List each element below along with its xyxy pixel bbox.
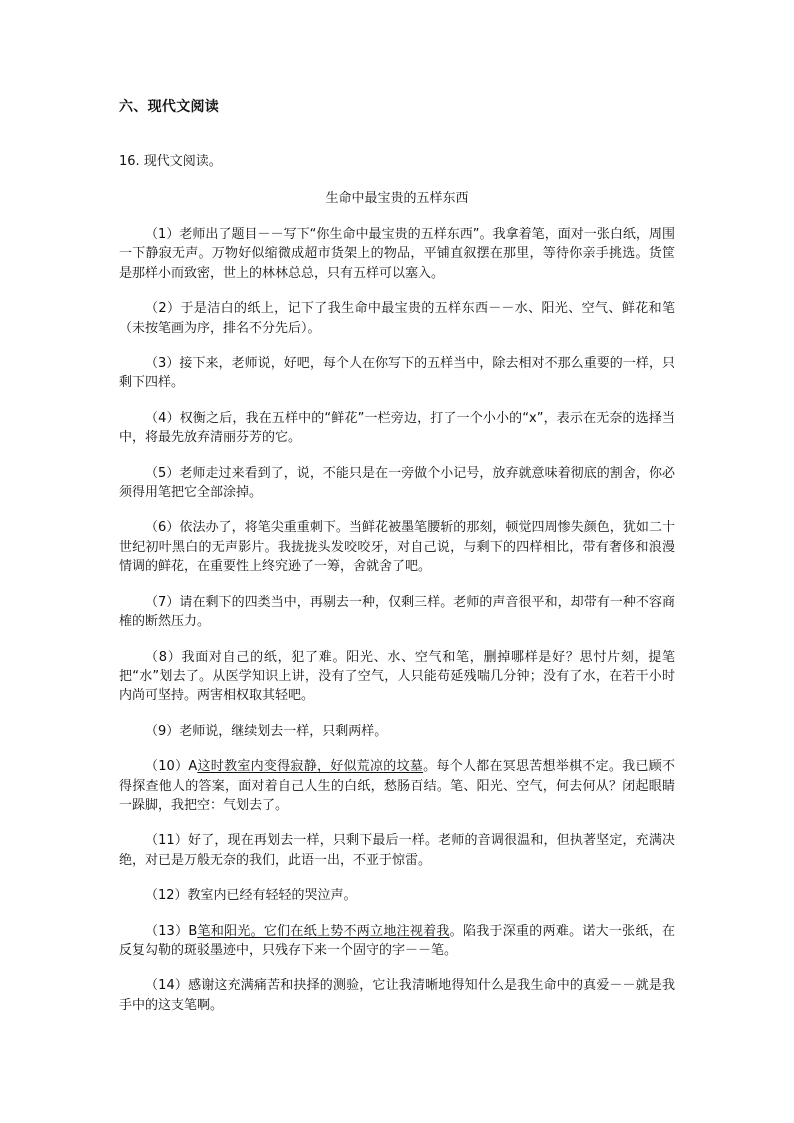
paragraph-number: （10）	[145, 759, 189, 775]
paragraph-number: （1）	[145, 227, 180, 242]
paragraph-number: （14）	[145, 978, 189, 994]
paragraph-text: 。陷我于深重的两难。诺大一张纸，在反复勾勒的斑驳墨迹中，只残存下来一个固守的字－－笔。	[119, 923, 675, 958]
paragraph-text: 依法办了，将笔尖重重刺下。当鲜花被墨笔腰斩的那刻，顿觉四周惨失颜色，犹如二十世纪初叶黑白的无声影片。我拢拢头发咬咬牙，对自己说，与剩下的四样相比，带有奢侈和浪漫情调的鲜花，在重要性上终究逊了一筹，舍就舍了吧。	[119, 520, 675, 575]
paragraph-number: （2）	[145, 301, 181, 317]
paragraph-text: 请在剩下的四类当中，再剔去一种，仅剩三样。老师的声音很平和，却带有一种不容商榷的断然压力。	[119, 594, 675, 630]
paragraph-text: 。每个人都在冥思苦想举棋不定。我已顾不得探查他人的答案，面对着自己人生的白纸，愁肠百结。笔、阳光、空气，何去何从？闭起眼睛一跺脚，我把空：气划去了。	[119, 759, 675, 813]
paragraph-number: （5）	[145, 465, 180, 481]
question-label: 16. 现代文阅读。	[119, 154, 222, 169]
paragraph-text: 我面对自己的纸，犯了难。阳光、水、空气和笔，删掉哪样是好？思忖片刻，提笔把“水”划去了。从医学知识上讲，没有了空气，人只能苟延残喘几分钟；没有了水，在若干小时内尚可坚持。两害相权取其轻吧。	[119, 649, 675, 704]
paragraph-number: （8）	[145, 649, 182, 665]
paragraph-number: （13）	[145, 923, 189, 939]
paragraph-text: 教室内已经有轻轻的哭泣声。	[187, 888, 357, 904]
paragraph-8	[119, 648, 675, 706]
paragraph-text: 好了，现在再划去一样，只剩下最后一样。老师的音调很温和，但执著坚定，充满决绝，对已是万般无奈的我们，此语一出，不亚于惊雷。	[119, 833, 675, 868]
sentence-marker-b: B	[188, 923, 198, 939]
paragraph-text: 权衡之后，我在五样中的“鲜花”一栏旁边，打了一个小小的“x”，表示在无奈的选择当中，将最先放弃清丽芬芳的它。	[119, 410, 675, 446]
paragraph-11	[119, 831, 675, 870]
paragraph-3	[119, 354, 675, 393]
paragraph-number: （7）	[145, 594, 180, 610]
paragraph-1	[119, 225, 675, 283]
paragraph-number: （9）	[145, 723, 180, 739]
paragraph-6	[119, 518, 675, 576]
paragraph-text: 老师说，继续划去一样，只剩两样。	[179, 723, 388, 739]
paragraph-text: 老师走过来看到了，说，不能只是在一旁做个小记号，放弃就意味着彻底的割舍，你必须得用笔把它全部涂掉。	[119, 465, 675, 501]
sentence-marker-a: A	[188, 759, 198, 775]
paragraph-14	[119, 976, 675, 1015]
paragraph-4	[119, 409, 675, 448]
underlined-sentence-a: 这时教室内变得寂静，好似荒凉的坟墓	[197, 759, 424, 775]
underlined-sentence-b: 笔和阳光。它们在纸上势不两立地注视着我	[197, 923, 450, 939]
article-title: 生命中最宝贵的五样东西	[325, 191, 469, 206]
paragraph-13	[119, 922, 675, 961]
paragraph-text: 老师出了题目－－写下“你生命中最宝贵的五样东西”。我拿着笔，面对一张白纸，周围一下静寂无声。万物好似缩微成超市货架上的物品，平铺直叙摆在那里，等待你亲手挑选。货筐是那样小而致密，世上的林林总总，只有五样可以塞入。	[119, 227, 675, 281]
paragraph-10	[119, 757, 675, 815]
article-body	[119, 225, 675, 1031]
paragraph-12	[119, 886, 675, 905]
paragraph-7	[119, 593, 675, 632]
paragraph-2	[119, 299, 675, 338]
section-heading: 六、现代文阅读	[119, 99, 220, 115]
paragraph-number: （11）	[145, 833, 189, 849]
paragraph-number: （3）	[145, 356, 180, 372]
paragraph-9	[119, 722, 675, 741]
paragraph-text: 感谢这充满痛苦和抉择的测验，它让我清晰地得知什么是我生命中的真爱－－就是我手中的这支笔啊。	[119, 978, 675, 1013]
paragraph-text: 接下来，老师说，好吧，每个人在你写下的五样当中，除去相对不那么重要的一样，只剩下四样。	[119, 356, 675, 391]
paragraph-text: 于是洁白的纸上，记下了我生命中最宝贵的五样东西－－水、阳光、空气、鲜花和笔（未按笔画为序，排名不分先后）。	[119, 301, 675, 336]
paragraph-number: （4）	[145, 410, 180, 426]
paragraph-5	[119, 464, 675, 503]
paragraph-number: （12）	[145, 888, 188, 904]
paragraph-number: （6）	[145, 520, 180, 536]
